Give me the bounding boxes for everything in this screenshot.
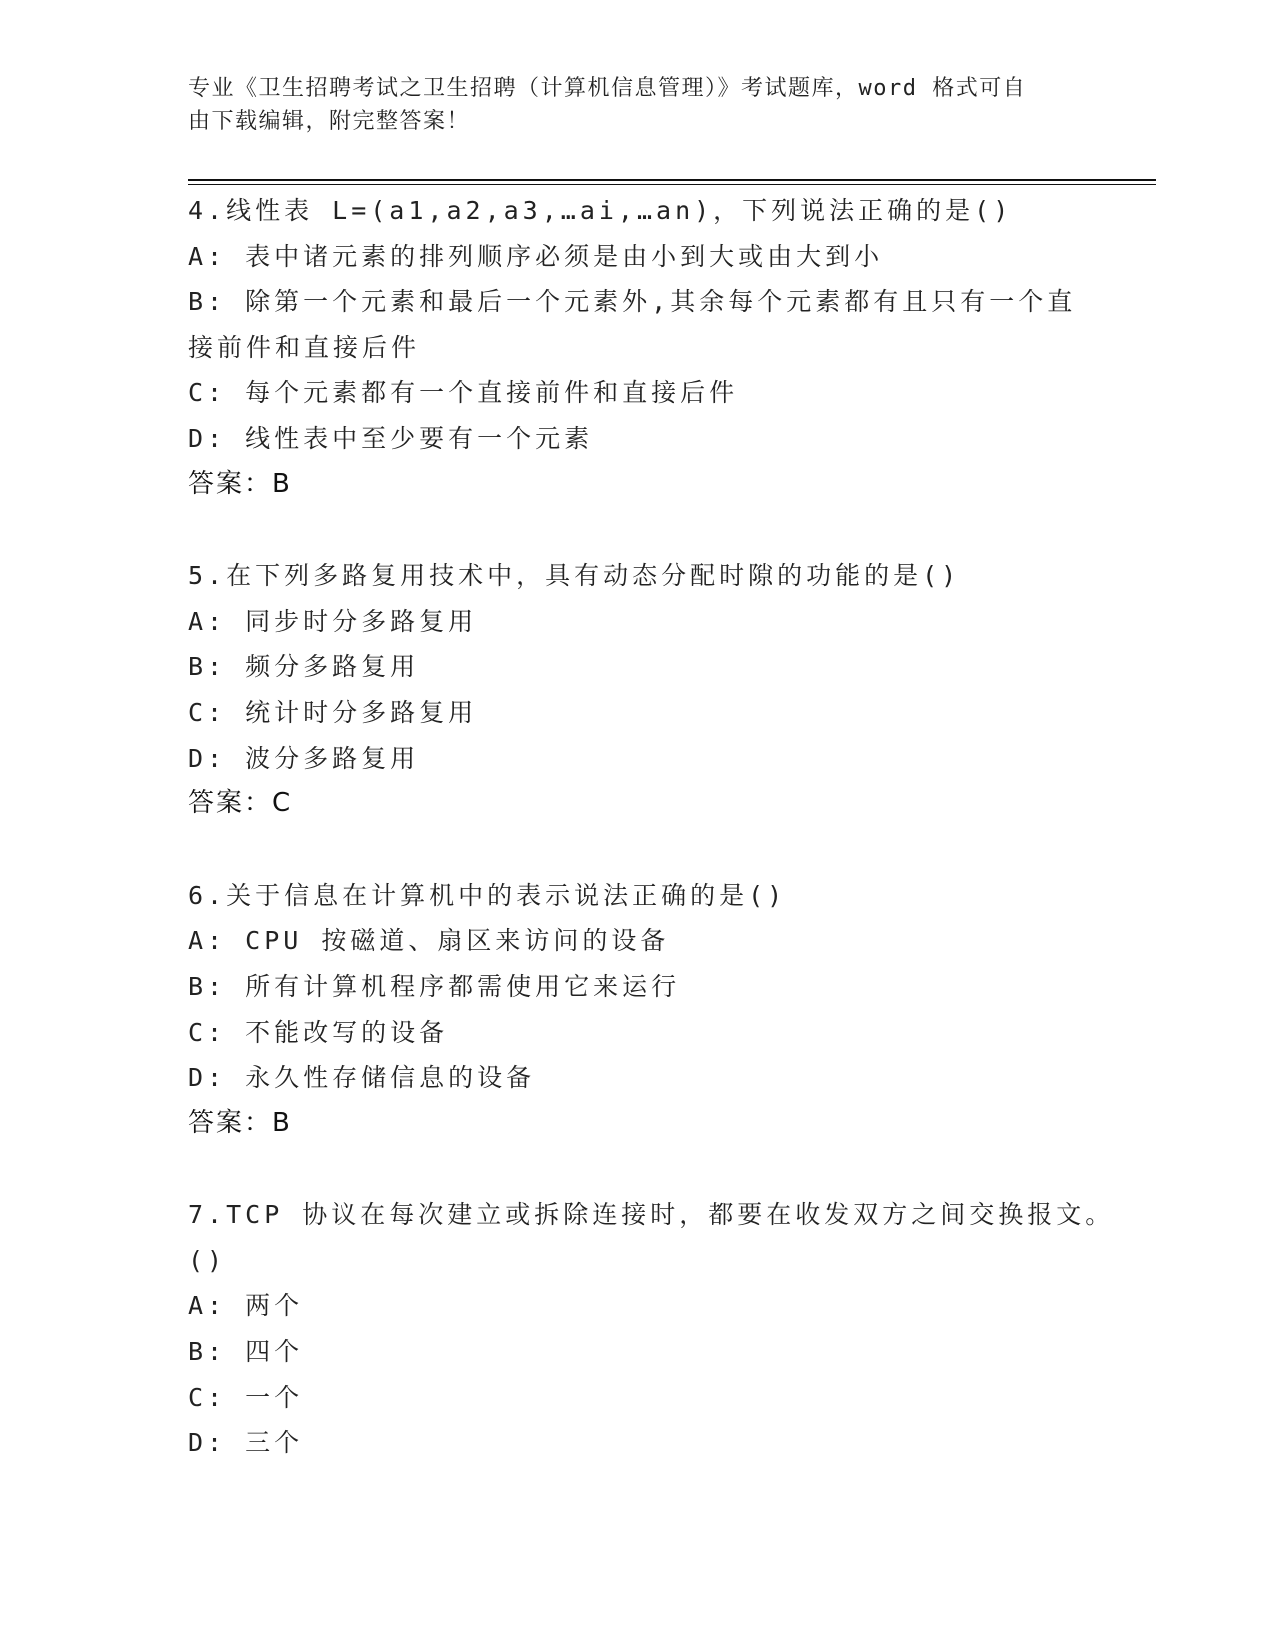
question-5 xyxy=(188,553,1088,827)
question-7-option-b: B: 四个 xyxy=(188,1337,304,1367)
header-rule-thin xyxy=(188,184,1156,185)
question-7-option-c: C: 一个 xyxy=(188,1382,304,1412)
question-4-option-b: B: 除第一个元素和最后一个元素外,其余每个元素都有且只有一个直 xyxy=(188,287,1077,317)
question-4-answer: 答案：B xyxy=(188,468,292,499)
question-6-option-d: D: 永久性存储信息的设备 xyxy=(188,1063,536,1093)
header-rule-thick xyxy=(188,179,1156,181)
question-6 xyxy=(188,873,1088,1147)
question-6-option-b: B: 所有计算机程序都需使用它来运行 xyxy=(188,971,681,1001)
question-7-stem: 7.TCP 协议在每次建立或拆除连接时，都要在收发双方之间交换报文。 xyxy=(188,1200,1115,1230)
question-6-option-c: C: 不能改写的设备 xyxy=(188,1017,449,1047)
question-4-option-a: A: 表中诸元素的排列顺序必须是由小到大或由大到小 xyxy=(188,241,884,271)
question-4 xyxy=(188,188,1088,507)
question-4-stem: 4.线性表 L=(a1,a2,a3,…ai,…an)，下列说法正确的是() xyxy=(188,196,1013,225)
question-5-stem: 5.在下列多路复用技术中，具有动态分配时隙的功能的是() xyxy=(188,561,961,591)
question-6-stem: 6.关于信息在计算机中的表示说法正确的是() xyxy=(188,880,787,910)
question-7-stem-cont: () xyxy=(188,1245,227,1275)
question-5-option-c: C: 统计时分多路复用 xyxy=(188,697,478,727)
question-4-option-d: D: 线性表中至少要有一个元素 xyxy=(188,423,594,453)
question-5-answer: 答案：C xyxy=(188,788,293,819)
question-list xyxy=(188,188,1115,1512)
question-5-option-a: A: 同步时分多路复用 xyxy=(188,606,478,636)
question-6-option-a: A: CPU 按磁道、扇区来访问的设备 xyxy=(188,926,670,956)
header-line-1: 专业《卫生招聘考试之卫生招聘（计算机信息管理）》考试题库，word 格式可自 xyxy=(188,76,1027,101)
header-line-2: 由下载编辑，附完整答案！ xyxy=(188,109,471,134)
question-5-option-b: B: 频分多路复用 xyxy=(188,652,420,682)
question-7-option-d: D: 三个 xyxy=(188,1428,304,1458)
question-7 xyxy=(188,1192,1115,1466)
question-6-answer: 答案：B xyxy=(188,1107,292,1138)
question-5-option-d: D: 波分多路复用 xyxy=(188,743,420,773)
question-4-option-b-cont: 接前件和直接后件 xyxy=(188,332,421,362)
document-header xyxy=(188,72,1068,138)
question-7-option-a: A: 两个 xyxy=(188,1291,304,1321)
question-4-option-c: C: 每个元素都有一个直接前件和直接后件 xyxy=(188,378,739,408)
